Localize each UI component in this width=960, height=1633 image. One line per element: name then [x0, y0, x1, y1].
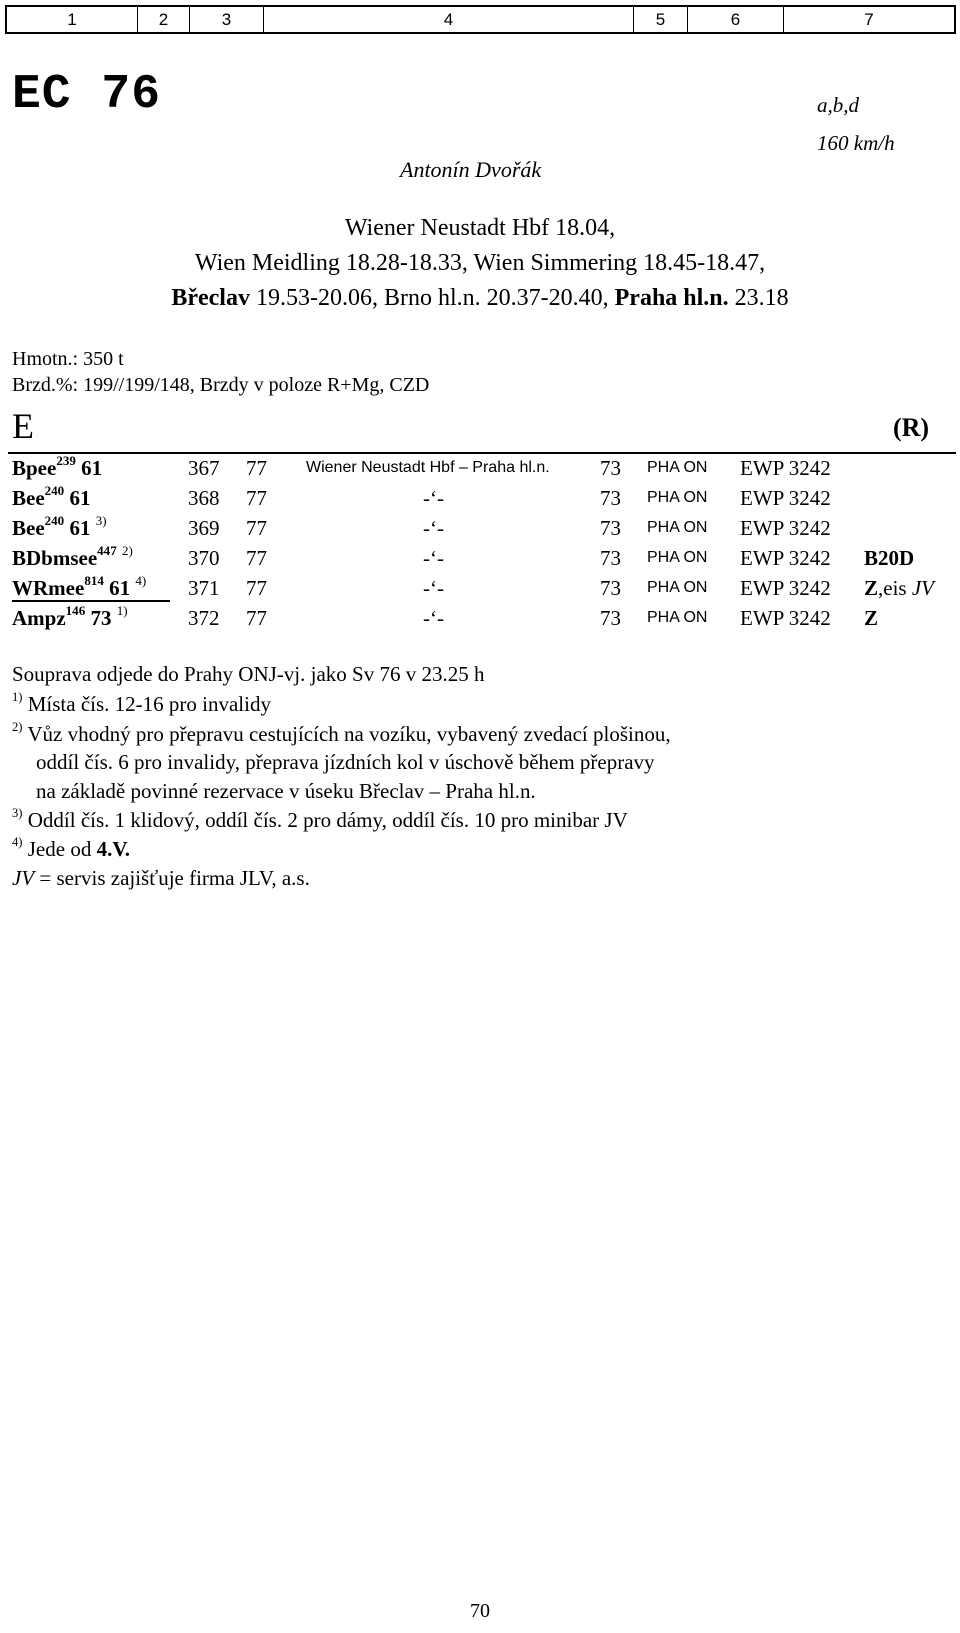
- vehicle-type: BDbmsee$^{447}$ $^{2)}$: [12, 543, 133, 570]
- column-header-row: [5, 5, 956, 34]
- column-header: 3: [189, 7, 263, 32]
- vehicle-type: WRmee$^{814}$ 61 $^{4)}$: [12, 573, 147, 600]
- station-praha: Praha hl.n.: [614, 285, 729, 311]
- schedule-times: 19.53-20.06, Brno hl.n. 20.37-20.40,: [249, 285, 615, 311]
- car-number: 371: [188, 576, 220, 600]
- car-number: 368: [188, 486, 220, 510]
- column-5-value: 73: [600, 516, 621, 540]
- route-ditto: -‘-: [423, 516, 444, 540]
- depot: PHA ON: [647, 609, 708, 626]
- page-number: 70: [470, 1600, 490, 1622]
- column-header: 4: [263, 7, 633, 32]
- depot: PHA ON: [647, 519, 708, 536]
- train-codes: a,b,d: [817, 93, 859, 117]
- weight-info: Hmotn.: 350 t: [12, 348, 124, 370]
- ewp-code: EWP 3242: [740, 456, 831, 480]
- depot: PHA ON: [647, 459, 708, 476]
- return-note: Souprava odjede do Prahy ONJ-vj. jako Sv 76 v 23.25 h: [12, 662, 485, 686]
- car-note: B20D: [864, 546, 915, 570]
- consist-row: [0, 603, 960, 636]
- schedule-line-3: [0, 285, 960, 312]
- jv-note: JV = servis zajišťuje firma JLV, a.s.: [12, 866, 310, 890]
- depot: PHA ON: [647, 489, 708, 506]
- consist-row: [0, 573, 960, 606]
- car-note: Z,eis JV: [864, 576, 934, 600]
- vehicle-type: Bee$^{240}$ 61 $^{3)}$: [12, 513, 107, 540]
- reservation-mark: (R): [893, 413, 930, 442]
- vehicle-type: Bee$^{240}$ 61: [12, 483, 91, 510]
- column-header: 5: [633, 7, 687, 32]
- car-number: 369: [188, 516, 220, 540]
- ewp-code: EWP 3242: [740, 576, 831, 600]
- depot: PHA ON: [647, 579, 708, 596]
- car-number: 370: [188, 546, 220, 570]
- footnote-2-line-2: oddíl čís. 6 pro invalidy, přeprava jízdních kol v úschově během přepravy: [36, 750, 655, 774]
- route-ditto: -‘-: [423, 546, 444, 570]
- route-ditto: -‘-: [423, 576, 444, 600]
- column-3-value: 77: [246, 456, 267, 480]
- column-5-value: 73: [600, 606, 621, 630]
- route-ditto: -‘-: [423, 606, 444, 630]
- footnote-1: $^{1)}$ Místa čís. 12-16 pro invalidy: [12, 690, 271, 716]
- consist-row: [0, 483, 960, 516]
- column-3-value: 77: [246, 516, 267, 540]
- route: Wiener Neustadt Hbf – Praha hl.n.: [306, 459, 550, 476]
- divider: [8, 452, 956, 454]
- column-3-value: 77: [246, 546, 267, 570]
- column-header: 6: [687, 7, 783, 32]
- vehicle-type: Bpee$^{239}$ 61: [12, 453, 103, 480]
- vehicle-type: Ampz$^{146}$ 73 $^{1)}$: [12, 603, 128, 630]
- car-number: 372: [188, 606, 220, 630]
- station-breclav: Břeclav: [171, 285, 250, 311]
- column-5-value: 73: [600, 486, 621, 510]
- ewp-code: EWP 3242: [740, 606, 831, 630]
- car-number: 367: [188, 456, 220, 480]
- consist-row: [0, 513, 960, 546]
- arrival-time: 23.18: [728, 285, 789, 311]
- train-name: Antonín Dvořák: [400, 157, 542, 182]
- train-number: EC 76: [12, 68, 162, 122]
- route-ditto: -‘-: [423, 486, 444, 510]
- column-header: 1: [67, 9, 77, 29]
- column-5-value: 73: [600, 576, 621, 600]
- column-3-value: 77: [246, 486, 267, 510]
- column-3-value: 77: [246, 576, 267, 600]
- ewp-code: EWP 3242: [740, 546, 831, 570]
- depot: PHA ON: [647, 549, 708, 566]
- train-speed: 160 km/h: [817, 131, 895, 155]
- consist-row: [0, 453, 960, 486]
- dining-car-underline: [12, 600, 170, 602]
- footnote-3: $^{3)}$ Oddíl čís. 1 klidový, oddíl čís. 2 pro dámy, oddíl čís. 10 pro minibar JV: [12, 806, 628, 832]
- ewp-code: EWP 3242: [740, 486, 831, 510]
- brake-info: Brzd.%: 199//199/148, Brzdy v poloze R+Mg, CZD: [12, 374, 430, 396]
- schedule-line-2: Wien Meidling 18.28-18.33, Wien Simmering 18.45-18.47,: [194, 250, 766, 276]
- column-header: 2: [137, 7, 189, 32]
- column-5-value: 73: [600, 456, 621, 480]
- ewp-code: EWP 3242: [740, 516, 831, 540]
- footnote-4: $^{4)}$ Jede od 4.V.: [12, 835, 131, 861]
- footnote-2-line-3: na základě povinné rezervace v úseku Břeclav – Praha hl.n.: [36, 779, 536, 803]
- column-header: 7: [783, 7, 954, 32]
- schedule-line-1: Wiener Neustadt Hbf 18.04,: [344, 215, 616, 241]
- column-5-value: 73: [600, 546, 621, 570]
- car-note: Z: [864, 606, 879, 630]
- footnote-2: $^{2)}$ Vůz vhodný pro přepravu cestujících na vozíku, vybavený zvedací plošinou,: [12, 720, 671, 746]
- consist-row: [0, 543, 960, 576]
- section-letter: E: [12, 406, 34, 446]
- column-3-value: 77: [246, 606, 267, 630]
